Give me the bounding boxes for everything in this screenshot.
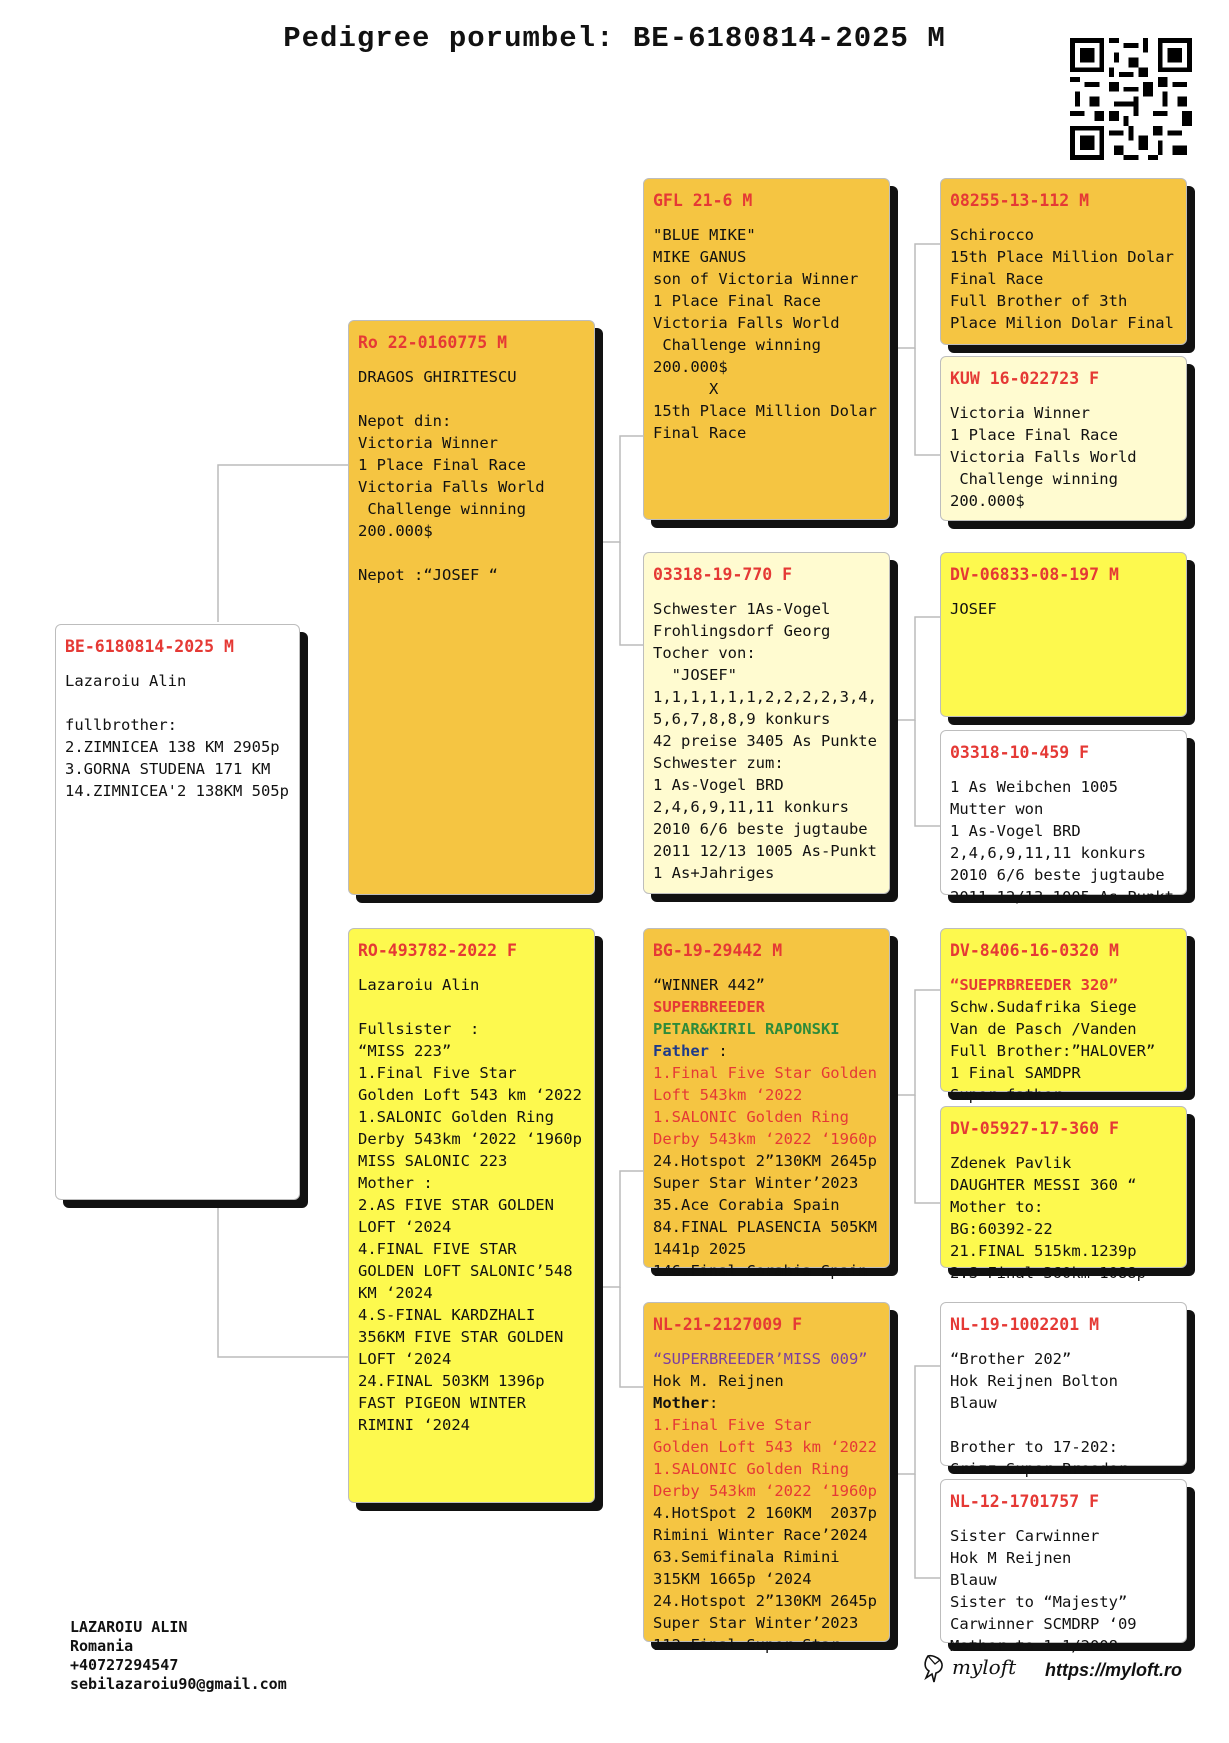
dam-info: Lazaroiu Alin Fullsister : “MISS 223” 1.Final Five Star Golden Loft 543 km ‘2022 1.SALONIC Golden Ring Derby 543km ‘2022 ‘1960p MISS SALONIC 223 Mother : 2.AS FIVE STAR GOLDEN LOFT ‘2024 4.FINAL FIVE STAR GOLDEN LOFT SALONIC’548 KM ‘2024 4.S-FINAL KARDZHALI 356KM FIVE STAR GOLDEN LOFT ‘2024 24.FINAL 503KM 1396p FAST PIGEON WINTER RIMINI ‘2024 [358, 976, 582, 1434]
dam-dam-sire-card[interactable] [940, 1302, 1187, 1478]
subject-info: Lazaroiu Alin fullbrother: 2.ZIMNICEA 138 KM 2905p 3.GORNA STUDENA 171 KM 14.ZIMNICEA'2 138KM 505p [65, 672, 289, 800]
dam-sire-sire-card[interactable] [940, 928, 1187, 1104]
dss-ring-number: DV-8406-16-0320 M [950, 941, 1119, 960]
sire-sire-info: "BLUE MIKE" MIKE GANUS son of Victoria Winner 1 Place Final Race Victoria Falls World Challenge winning 200.000$ X 15th Place Million Dolar Final Race [653, 226, 877, 442]
sds-info: JOSEF [950, 600, 997, 618]
dam-sire-dam-card[interactable] [940, 1106, 1187, 1282]
sire-dam-info: Schwester 1As-Vogel Frohlingsdorf Georg Tocher von: "JOSEF" 1,1,1,1,1,1,2,2,2,2,3,4, 5,6,7,8,8,9 konkurs 42 preise 3405 As Punkte Schwester zum: 1 As-Vogel BRD 2,4,6,9,11,11 konkurs 2010 6/6 beste jugtaube 2011 12/13 1005 As-Punkt 1 As+Jahriges [653, 600, 877, 882]
sdd-ring-number: 03318-10-459 F [950, 743, 1090, 762]
sire-sire-card[interactable] [643, 178, 890, 520]
dam-ring-number: RO-493782-2022 F [358, 941, 517, 960]
dds-ring-number: NL-19-1002201 M [950, 1315, 1100, 1334]
sire-dam-dam-card[interactable] [940, 730, 1187, 906]
dsd-ring-number: DV-05927-17-360 F [950, 1119, 1119, 1138]
sire-ring-number: Ro 22-0160775 M [358, 333, 508, 352]
sire-card[interactable] [348, 320, 595, 895]
sdd-info: 1 As Weibchen 1005 Mutter won 1 As-Vogel BRD 2,4,6,9,11,11 konkurs 2010 6/6 beste jugtaube 2011 12/13 1005 As-Punkt [950, 778, 1174, 906]
dam-dam-ring-number: NL-21-2127009 F [653, 1315, 803, 1334]
dds-info: “Brother 202” Hok Reijnen Bolton Blauw Brother to 17-202: Grizz Super Breeder [950, 1350, 1128, 1478]
dam-dam-card[interactable] [643, 1302, 890, 1654]
dam-dam-dam-card[interactable] [940, 1479, 1187, 1655]
owner-phone: +40727294547 [70, 1656, 179, 1674]
sire-sire-ring-number: GFL 21-6 M [653, 191, 753, 210]
sire-dam-card[interactable] [643, 552, 890, 894]
owner-name: LAZAROIU ALIN [70, 1618, 188, 1636]
dam-card[interactable] [348, 928, 595, 1503]
ssd-ring-number: KUW 16-022723 F [950, 369, 1100, 388]
owner-contact [70, 1618, 287, 1694]
dam-sire-info: “WINNER 442” SUPERBREEDER PETAR&KIRIL RAPONSKI Father : 1.Final Five Star Golden Loft 543km ‘2022 1.SALONIC Golden Ring Derby 543km ‘2022 ‘1960p 24.Hotspot 2”130KM 2645p Super Star Winter’2023 35.Ace Corabia Spain 84.FINAL PLASENCIA 505KM 1441p 2025 146.Final Corabia Spain [653, 976, 877, 1280]
sire-info: DRAGOS GHIRITESCU Nepot din: Victoria Winner 1 Place Final Race Victoria Falls World Challenge winning 200.000$ Nepot :“JOSEF “ [358, 368, 545, 584]
sss-ring-number: 08255-13-112 M [950, 191, 1090, 210]
subject-card[interactable] [55, 624, 300, 1200]
sss-info: Schirocco 15th Place Million Dolar Final Race Full Brother of 3th Place Milion Dolar Final [950, 226, 1174, 332]
subject-ring-number: BE-6180814-2025 M [65, 637, 234, 656]
dam-dam-info: “SUPERBREEDER’MISS 009” Hok M. Reijnen Mother: 1.Final Five Star Golden Loft 543 km ‘2022 1.SALONIC Golden Ring Derby 543km ‘2022 ‘1960p 4.HotSpot 2 160KM 2037p Rimini Winter Race’2024 63.Semifinala Rimini 315KM 1665p ‘2024 24.Hotspot 2”130KM 2645p Super Star Winter’2023 112.Final Super Star [653, 1350, 877, 1654]
ssd-info: Victoria Winner 1 Place Final Race Victoria Falls World Challenge winning 200.000$ [950, 404, 1137, 510]
sire-dam-sire-card[interactable] [940, 552, 1187, 717]
sire-sire-dam-card[interactable] [940, 356, 1187, 521]
website-link[interactable]: https://myloft.ro [1045, 1660, 1182, 1680]
dam-sire-ring-number: BG-19-29442 M [653, 941, 783, 960]
myloft-logo: myloft [952, 1655, 1017, 1679]
owner-country: Romania [70, 1637, 134, 1655]
sds-ring-number: DV-06833-08-197 M [950, 565, 1119, 584]
owner-email: sebilazaroiu90@gmail.com [70, 1675, 287, 1693]
ddd-ring-number: NL-12-1701757 F [950, 1492, 1100, 1511]
sire-sire-sire-card[interactable] [940, 178, 1187, 345]
dss-info: “SUEPRBREEDER 320” Schw.Sudafrika Siege Van de Pasch /Vanden Full Brother:”HALOVER” 1 Final SAMDPR Super father [950, 976, 1156, 1104]
page-title: Pedigree porumbel: BE-6180814-2025 M [283, 22, 946, 55]
sire-dam-ring-number: 03318-19-770 F [653, 565, 793, 584]
ddd-info: Sister Carwinner Hok M Reijnen Blauw Sister to “Majesty” Carwinner SCMDRP ‘09 Mother to 1-1/2008 [950, 1527, 1137, 1655]
dsd-info: Zdenek Pavlik DAUGHTER MESSI 360 “ Mother to: BG:60392-22 21.FINAL 515km.1239p 2.S-Final 360km 1088p [950, 1154, 1146, 1282]
dam-sire-card[interactable] [643, 928, 890, 1280]
pigeon-logo-icon [920, 1652, 950, 1686]
